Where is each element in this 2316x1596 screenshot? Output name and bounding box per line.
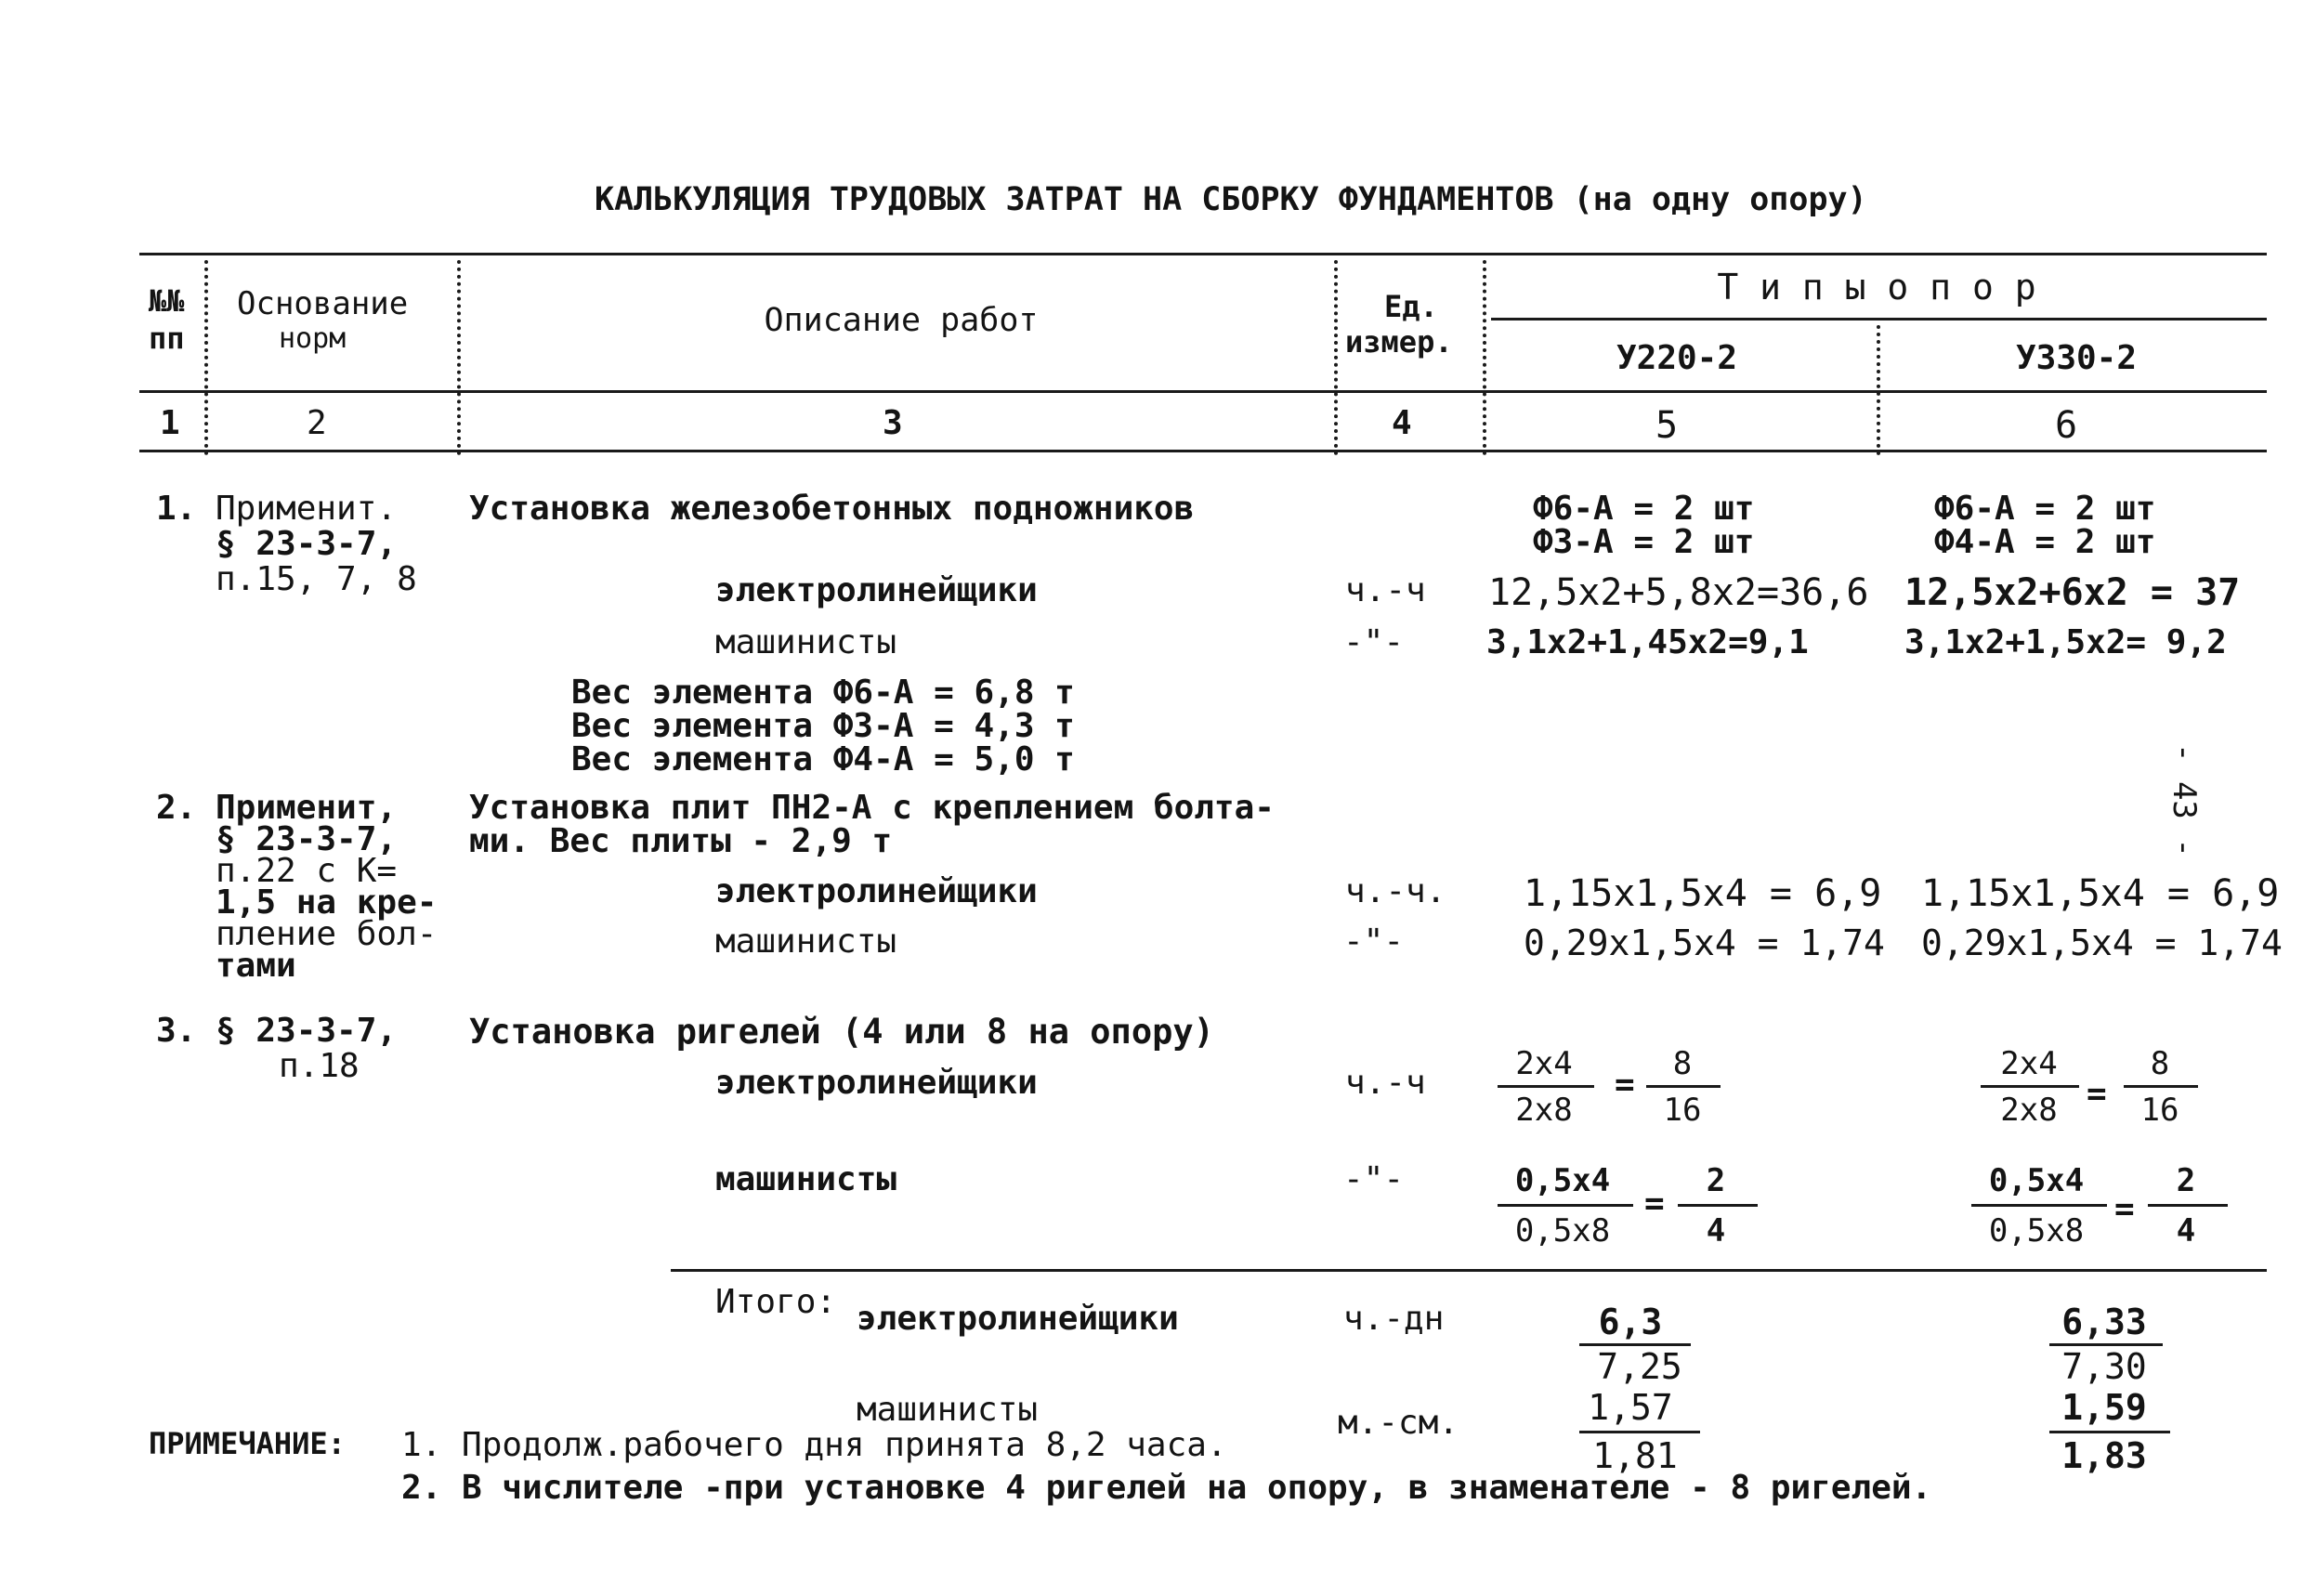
header-type-u330: У330-2 [2015, 339, 2138, 377]
row3-u330-electric-rden: 16 [2140, 1092, 2179, 1129]
row3-u330-machinist-num: 0,5х4 [1988, 1162, 2085, 1199]
col-sep-3 [1334, 260, 1338, 455]
row1-u330-spec-1: Ф6-А = 2 шт [1934, 490, 2156, 528]
row1-worker-machinist: машинисты [715, 623, 897, 661]
totals-u330-electric-num: 6,33 [2061, 1302, 2147, 1342]
totals-u330-electric-den: 7,30 [2061, 1346, 2147, 1387]
col-num-6: 6 [2055, 404, 2078, 447]
row2-basis-1: Применит, [216, 789, 398, 827]
row2-basis-2: § 23-3-7, [216, 820, 398, 858]
col-num-2: 2 [307, 404, 327, 442]
row1-number: 1. [156, 490, 197, 528]
row3-basis-2: п.18 [279, 1047, 360, 1085]
row1-worker-electric: электролинейщики [715, 571, 1038, 609]
row3-u220-electric-num: 2х4 [1515, 1045, 1573, 1082]
row3-u220-machinist-rden: 4 [1706, 1212, 1726, 1249]
row3-description: Установка ригелей (4 или 8 на опору) [469, 1012, 1214, 1052]
row3-u330-electric-num: 2х4 [2000, 1045, 2058, 1082]
row2-basis-6: тами [216, 947, 296, 985]
row3-u220-electric-eq: = [1615, 1066, 1635, 1104]
totals-u220-electric-num: 6,3 [1598, 1302, 1663, 1342]
document-title: КАЛЬКУЛЯЦИЯ ТРУДОВЫХ ЗАТРАТ НА СБОРКУ ФУНДАМЕНТОВ (на одну опору) [595, 181, 1867, 218]
row3-u330-electric-eq: = [2087, 1075, 2107, 1113]
col-sep-4 [1483, 260, 1486, 455]
row1-description: Установка железобетонных подножников [469, 490, 1195, 528]
fraction-bar [1971, 1204, 2107, 1207]
header-num-line2: пп [149, 321, 185, 356]
fraction-bar [1579, 1431, 1700, 1433]
row1-u220-electric: 12,5х2+5,8х2=36,6 [1488, 571, 1869, 614]
row3-basis-1: § 23-3-7, [216, 1012, 398, 1050]
row1-u330-spec-2: Ф4-А = 2 шт [1934, 523, 2156, 561]
row2-u330-electric: 1,15х1,5х4 = 6,9 [1921, 872, 2280, 915]
totals-u220-electric-den: 7,25 [1597, 1346, 1682, 1387]
totals-worker-electric: электролинейщики [857, 1300, 1179, 1338]
page-number: - 43 - [2166, 743, 2203, 857]
totals-u220-machinist-num: 1,57 [1588, 1387, 1673, 1428]
note-1: 1. Продолж.рабочего дня принята 8,2 часа. [401, 1426, 1227, 1464]
row2-description-1: Установка плит ПН2-А с креплением болта- [469, 789, 1275, 827]
header-basis-line2: норм [279, 322, 347, 355]
note-2: 2. В числителе -при установке 4 ригелей на опору, в знаменателе - 8 ригелей. [401, 1469, 1932, 1507]
row3-u330-machinist-rden: 4 [2176, 1212, 2196, 1249]
fraction-bar [2148, 1204, 2228, 1207]
col-sep-1 [204, 260, 208, 455]
col-num-1: 1 [160, 404, 180, 442]
row1-u220-spec-2: Ф3-А = 2 шт [1533, 523, 1755, 561]
totals-rule [671, 1269, 2267, 1272]
row3-u330-electric-rnum: 8 [2150, 1045, 2170, 1082]
header-num-line1: №№ [149, 283, 185, 319]
row1-unit-1: ч.-ч [1345, 571, 1426, 609]
row1-weight-f4: Вес элемента Ф4-А = 5,0 т [571, 740, 1075, 778]
types-divider-rule [1491, 318, 2267, 321]
row1-unit-2: -"- [1343, 623, 1405, 661]
row3-unit-2: -"- [1343, 1160, 1405, 1198]
row3-u330-machinist-eq: = [2114, 1190, 2135, 1228]
row2-basis-3: п.22 с К= [216, 852, 398, 890]
col-num-4: 4 [1392, 404, 1412, 442]
row3-u330-electric-den: 2х8 [2000, 1092, 2058, 1129]
row1-basis-3: п.15, 7, 8 [216, 560, 417, 598]
fraction-bar [1646, 1085, 1721, 1088]
fraction-bar [1981, 1085, 2079, 1088]
row3-u330-machinist-den: 0,5х8 [1988, 1212, 2085, 1249]
row1-basis-2: § 23-3-7, [216, 525, 398, 563]
row2-description-2: ми. Вес плиты - 2,9 т [469, 822, 893, 860]
header-unit-line1: Ед. [1384, 289, 1438, 324]
header-description: Описание работ [764, 302, 1039, 339]
row1-u220-spec-1: Ф6-А = 2 шт [1533, 490, 1755, 528]
row3-u220-electric-den: 2х8 [1515, 1092, 1573, 1129]
row2-worker-machinist: машинисты [715, 922, 897, 961]
row3-u330-machinist-rnum: 2 [2176, 1162, 2196, 1199]
row3-u220-machinist-eq: = [1644, 1184, 1665, 1223]
row2-u330-machinist: 0,29х1,5х4 = 1,74 [1921, 922, 2283, 963]
fraction-bar [2049, 1431, 2170, 1433]
row3-worker-machinist: машинисты [715, 1160, 897, 1198]
row1-weight-f3: Вес элемента Ф3-А = 4,3 т [571, 707, 1075, 745]
totals-label: Итого: [715, 1283, 837, 1321]
row1-basis-1: Применит. [216, 490, 398, 528]
row2-unit-1: ч.-ч. [1345, 872, 1446, 910]
row3-number: 3. [156, 1012, 197, 1050]
totals-u330-machinist-num: 1,59 [2061, 1387, 2147, 1428]
totals-worker-machinist: машинисты [857, 1391, 1039, 1429]
row1-weight-f6: Вес элемента Ф6-А = 6,8 т [571, 674, 1075, 712]
row2-worker-electric: электролинейщики [715, 872, 1038, 910]
row3-u220-electric-rden: 16 [1663, 1092, 1702, 1129]
row3-u220-machinist-den: 0,5х8 [1514, 1212, 1611, 1249]
row2-basis-5: пление бол- [216, 915, 438, 953]
totals-unit-2: м.-см. [1338, 1404, 1459, 1442]
col-sep-2 [457, 260, 461, 455]
note-label: ПРИМЕЧАНИЕ: [149, 1426, 346, 1461]
header-types: Т и п ы о п о р [1717, 267, 2036, 307]
row3-worker-electric: электролинейщики [715, 1064, 1038, 1102]
fraction-bar [1498, 1204, 1633, 1207]
header-unit-line2: измер. [1345, 324, 1453, 360]
header-top-rule [139, 253, 2267, 255]
row2-u220-electric: 1,15х1,5х4 = 6,9 [1524, 872, 1882, 915]
row3-u220-machinist-num: 0,5х4 [1514, 1162, 1611, 1199]
totals-unit-1: ч.-дн [1343, 1300, 1445, 1338]
totals-u330-machinist-den: 1,83 [2061, 1435, 2147, 1476]
fraction-bar [2124, 1085, 2198, 1088]
header-basis-line1: Основание [237, 285, 409, 322]
row3-unit-1: ч.-ч [1345, 1064, 1426, 1102]
row2-number: 2. [156, 789, 197, 827]
row1-u330-machinist: 3,1х2+1,5х2= 9,2 [1904, 623, 2227, 661]
row1-u330-electric: 12,5х2+6х2 = 37 [1904, 571, 2241, 614]
row2-u220-machinist: 0,29х1,5х4 = 1,74 [1524, 922, 1885, 963]
row2-unit-2: -"- [1343, 922, 1405, 961]
fraction-bar [1498, 1085, 1594, 1088]
row1-u220-machinist: 3,1х2+1,45х2=9,1 [1486, 623, 1809, 661]
row3-u220-machinist-rnum: 2 [1706, 1162, 1726, 1199]
col-num-3: 3 [883, 404, 903, 442]
header-type-u220: У220-2 [1616, 339, 1738, 377]
row3-u220-electric-rnum: 8 [1672, 1045, 1693, 1082]
col-num-5: 5 [1655, 404, 1679, 447]
fraction-bar [1678, 1204, 1758, 1207]
col-sep-5 [1877, 325, 1880, 455]
totals-u220-machinist-den: 1,81 [1592, 1435, 1678, 1476]
row2-basis-4: 1,5 на кре- [216, 883, 438, 922]
